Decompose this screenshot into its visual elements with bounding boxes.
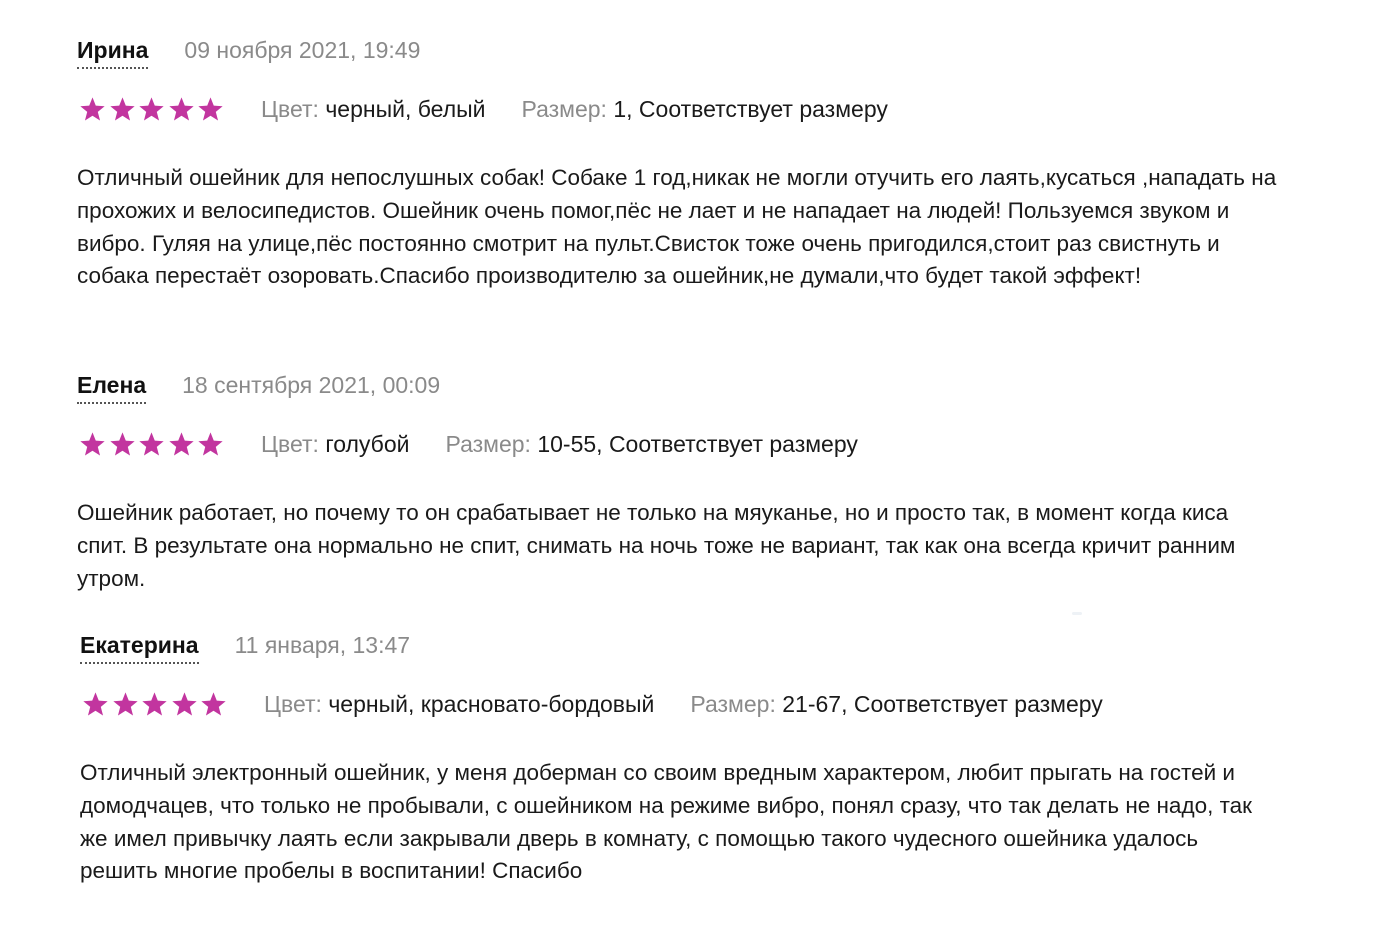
review-date: 18 сентября 2021, 00:09 (182, 372, 441, 398)
color-attribute (264, 690, 654, 718)
star-icon (82, 691, 109, 718)
star-icon (109, 96, 136, 123)
color-attribute (261, 95, 486, 123)
color-value: голубой (318, 431, 410, 457)
review-header (77, 371, 440, 411)
review-meta (77, 426, 858, 462)
review-date: 11 января, 13:47 (234, 632, 411, 658)
author-name[interactable]: Екатерина (80, 631, 199, 664)
star-icon (109, 431, 136, 458)
size-label: Размер: (690, 691, 776, 717)
star-icon (112, 691, 139, 718)
size-value: 1, Соответствует размеру (606, 96, 888, 122)
review-text: Ошейник работает, но почему то он срабатывает не только на мяуканье, но и просто так, в момент когда киса спит. В результате она нормально не спит, снимать на ночь тоже не вариант, так как она всегда кричит ранним утром. (77, 500, 1236, 591)
star-icon (138, 96, 165, 123)
star-icon (168, 96, 195, 123)
color-value: черный, красновато-бордовый (321, 691, 655, 717)
color-value: черный, белый (318, 96, 486, 122)
size-value: 10-55, Соответствует размеру (530, 431, 858, 457)
review-text: Отличный электронный ошейник, у меня доберман со своим вредным характером, любит прыгать на гостей и домодчацев, что только не пробывали, с ошейником на режиме вибро, понял сразу, что так делать не надо, так же имел привычку лаять если закрывали дверь в комнату, с помощью такого чудесного ошейника удалось решить многие пробелы в воспитании! Спасибо (80, 760, 1252, 884)
star-rating (79, 96, 261, 123)
size-attribute (690, 690, 1102, 718)
star-icon (197, 96, 224, 123)
star-icon (197, 431, 224, 458)
review-meta (77, 91, 888, 127)
color-label: Цвет: (261, 96, 319, 122)
star-icon (141, 691, 168, 718)
size-value: 21-67, Соответствует размеру (775, 691, 1103, 717)
star-rating (82, 691, 264, 718)
review-text: Отличный ошейник для непослушных собак! Собаке 1 год,никак не могли отучить его лаять,кусаться ,нападать на прохожих и велосипедистов. Ошейник очень помог,пёс не лает и не нападает на людей! Пользуемся звуком и вибро. Гуляя на улице,пёс постоянно смотрит на пульт.Свисток тоже очень пригодился,стоит раз свистнуть и собака перестаёт озоровать.Спасибо производителю за ошейник,не думали,что будет такой эффект! (77, 165, 1277, 289)
size-label: Размер: (445, 431, 531, 457)
review-header (77, 36, 420, 76)
size-label: Размер: (521, 96, 607, 122)
author-name[interactable]: Ирина (77, 36, 148, 69)
color-attribute (261, 430, 410, 458)
size-attribute (522, 95, 888, 123)
author-name[interactable]: Елена (77, 371, 146, 404)
review-meta (80, 686, 1103, 722)
size-attribute (446, 430, 858, 458)
color-label: Цвет: (261, 431, 319, 457)
review-date: 09 ноября 2021, 19:49 (184, 37, 421, 63)
star-icon (79, 431, 106, 458)
star-rating (79, 431, 261, 458)
star-icon (200, 691, 227, 718)
color-label: Цвет: (264, 691, 322, 717)
star-icon (168, 431, 195, 458)
review-header (80, 631, 410, 671)
star-icon (79, 96, 106, 123)
star-icon (171, 691, 198, 718)
divider-mark (1072, 612, 1082, 615)
star-icon (138, 431, 165, 458)
